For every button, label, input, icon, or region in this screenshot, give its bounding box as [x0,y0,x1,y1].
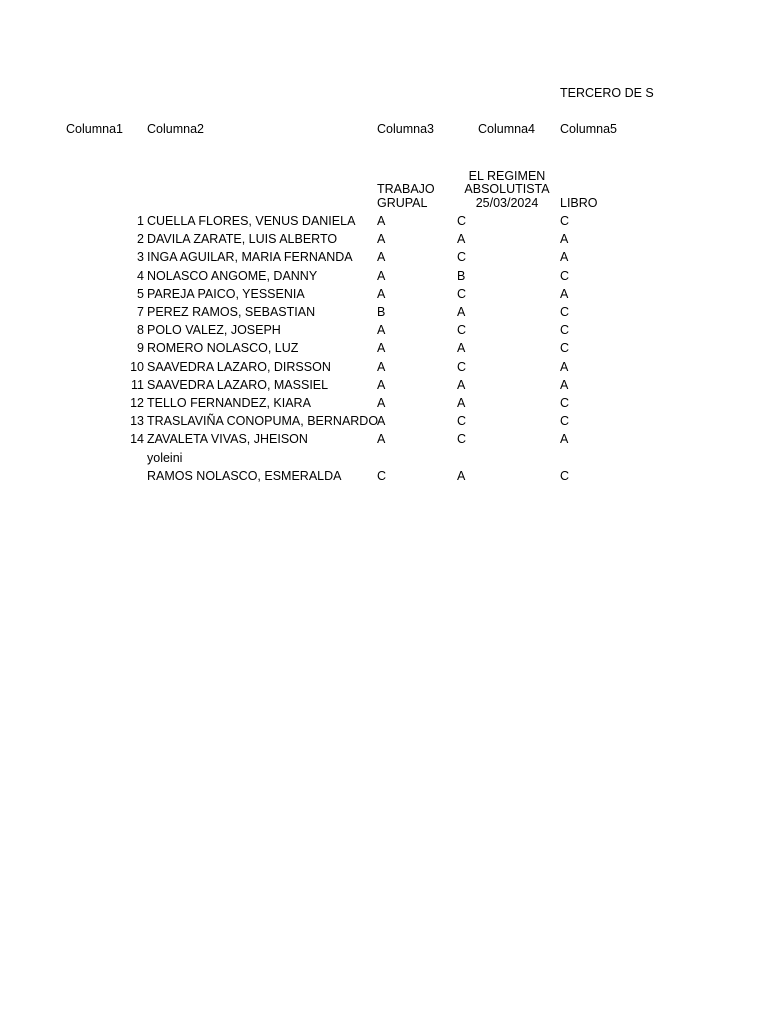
grade-trabajo-grupal: A [377,341,386,356]
grade-libro: A [560,232,569,247]
header-columna4: Columna4 [478,122,535,136]
grade-libro: C [560,305,570,319]
grade-regimen-absolutista: C [457,414,467,429]
grade-regimen-absolutista: A [457,377,466,392]
student-name: PAREJA PAICO, YESSENIA [147,286,305,301]
subheader-col4-line3: 25/03/2024 [475,196,539,210]
table-row [0,250,768,268]
grade-libro: C [560,396,570,410]
student-name: TRASLAVIÑA CONOPUMA, BERNARDO [147,414,379,429]
grade-regimen-absolutista: A [457,468,466,483]
grade-trabajo-grupal: A [377,377,386,392]
grade-trabajo-grupal: A [377,286,386,301]
student-name: ROMERO NOLASCO, LUZ [147,341,299,356]
table-row [0,232,768,250]
student-name: CUELLA FLORES, VENUS DANIELA [147,214,356,228]
grade-libro: A [560,359,569,374]
row-number: 1 [137,214,144,228]
grade-regimen-absolutista: A [457,232,466,247]
header-columna3: Columna3 [377,122,434,136]
grade-trabajo-grupal: B [377,305,386,319]
row-number: 3 [137,250,144,265]
subheader-col4-line1: EL REGIMEN [468,169,546,183]
subheader-col3-line1: TRABAJO [377,182,435,196]
grade-trabajo-grupal: A [377,323,386,338]
subheader-col5-line1: LIBRO [560,196,598,210]
row-number: 5 [137,286,144,301]
grade-regimen-absolutista: C [457,323,467,338]
table-row [0,323,768,341]
table-row [0,396,768,414]
row-number: 7 [137,305,144,319]
grade-libro: C [560,323,570,338]
student-name: POLO VALEZ, JOSEPH [147,323,281,338]
row-number: 9 [137,341,144,356]
subheader-col3-line2: GRUPAL [377,196,428,210]
row-number: 13 [130,414,144,429]
grade-regimen-absolutista: A [457,305,466,319]
table-row [0,341,768,359]
sheet-title: TERCERO DE S [560,86,654,100]
student-name: NOLASCO ANGOME, DANNY [147,268,318,283]
grade-libro: C [560,341,570,356]
grade-trabajo-grupal: C [377,468,387,483]
student-name: PEREZ RAMOS, SEBASTIAN [147,305,316,319]
grade-libro: A [560,377,569,392]
grade-trabajo-grupal: A [377,214,386,228]
grade-libro: A [560,432,569,447]
table-row [0,414,768,432]
row-number: 8 [137,323,144,338]
grade-regimen-absolutista: C [457,214,467,228]
grade-trabajo-grupal: A [377,414,386,429]
grade-trabajo-grupal: A [377,432,386,447]
student-name: yoleini [147,450,183,465]
student-name: DAVILA ZARATE, LUIS ALBERTO [147,232,338,247]
grade-regimen-absolutista: B [457,268,466,283]
table-row [0,305,768,323]
student-name: RAMOS NOLASCO, ESMERALDA [147,468,342,483]
student-name: SAAVEDRA LAZARO, DIRSSON [147,359,331,374]
table-row [0,287,768,305]
row-number: 14 [130,432,144,447]
table-row [0,451,768,469]
header-columna5: Columna5 [560,122,617,136]
grade-regimen-absolutista: C [457,250,467,265]
table-row [0,432,768,450]
row-number: 12 [130,396,144,410]
table-row [0,378,768,396]
grade-regimen-absolutista: A [457,341,466,356]
student-name: TELLO FERNANDEZ, KIARA [147,396,311,410]
grade-regimen-absolutista: C [457,359,467,374]
table-row [0,469,768,487]
grade-libro: C [560,468,570,483]
table-row [0,360,768,378]
grade-trabajo-grupal: A [377,232,386,247]
grade-trabajo-grupal: A [377,359,386,374]
student-name: INGA AGUILAR, MARIA FERNANDA [147,250,353,265]
subheader-col4-line2: ABSOLUTISTA [464,182,550,196]
header-columna2: Columna2 [147,122,204,136]
grade-trabajo-grupal: A [377,396,386,410]
student-name: SAAVEDRA LAZARO, MASSIEL [147,377,329,392]
row-number: 11 [131,377,144,392]
grade-libro: A [560,250,569,265]
student-name: ZAVALETA VIVAS, JHEISON [147,432,308,447]
grade-regimen-absolutista: C [457,432,467,447]
grade-libro: C [560,414,570,429]
table-row [0,214,768,232]
row-number: 10 [130,359,144,374]
header-columna1: Columna1 [66,122,123,136]
table-row [0,269,768,287]
grade-libro: C [560,214,570,228]
row-number: 2 [137,232,144,247]
grade-regimen-absolutista: A [457,396,466,410]
grade-trabajo-grupal: A [377,250,386,265]
grade-trabajo-grupal: A [377,268,386,283]
row-number: 4 [137,268,144,283]
grade-libro: C [560,268,570,283]
grade-regimen-absolutista: C [457,286,467,301]
grade-libro: A [560,286,569,301]
